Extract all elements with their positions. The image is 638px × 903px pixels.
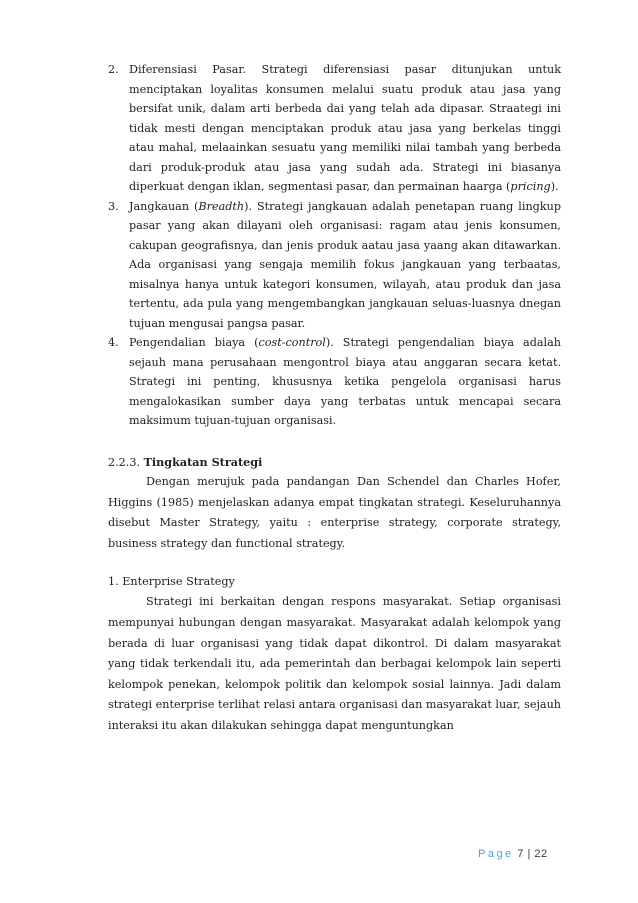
- list-item-text: Diferensiasi Pasar. Strategi diferensiasi pasar ditunjukan untuk menciptakan loyalitas konsumen melalui suatu produk atau jasa yang bersifat unik, dalam arti berbeda dai yang telah ada dipasar. Straategi ini tidak mesti dengan menciptakan produk atau jasa yang berkelas tinggi atau mahal, melaainkan sesuatu yang memiliki nilai tambah yang berbeda dari produk-produk atau jasa yang sudah ada. Strategi ini biasanya diperkuat dengan iklan, segmentasi pasar, dan permainan haarga (pricing).: [129, 63, 561, 193]
- list-item-diferensiasi: [108, 60, 561, 197]
- document-page: [108, 60, 561, 737]
- footer-total-pages: 22: [534, 848, 548, 860]
- list-item-pengendalian-biaya: [108, 333, 561, 431]
- section-number: 2.2.3.: [108, 455, 141, 469]
- page-footer: [478, 848, 548, 860]
- paragraph-enterprise-strategy: Strategi ini berkaitan dengan respons masyarakat. Setiap organisasi mempunyai hubungan dengan masyarakat. Masyarakat adalah kelompok yang berada di luar organisasi yang tidak dapat dikontrol. Di dalam masyarakat yang tidak terkendali itu, ada pemerintah dan berbagai kelompok lain seperti kelompok penekan, kelompok politik dan kelompok sosial lainnya. Jadi dalam strategi enterprise terlihat relasi antara organisasi dan masyarakat luar, sejauh interaksi itu akan dilakukan sehingga dapat menguntungkan: [108, 595, 561, 732]
- paragraph-tingkatan-strategi: Dengan merujuk pada pandangan Dan Schendel dan Charles Hofer, Higgins (1985) menjelaskan adanya empat tingkatan strategi. Keseluruhannya disebut Master Strategy, yaitu : enterprise strategy, corporate strategy, business strategy dan functional strategy.: [108, 475, 561, 550]
- section-heading: [108, 453, 561, 473]
- list-number: 4.: [108, 336, 119, 349]
- list-item-text: Pengendalian biaya (cost-control). Strategi pengendalian biaya adalah sejauh mana perusahaan mengontrol biaya atau anggaran secara ketat. Strategi ini penting, khususnya ketika pengelola organisasi harus mengalokasikan sumber daya yang terbatas untuk mencapai secara maksimum tujuan-tujuan organisasi.: [129, 336, 562, 427]
- list-item-text: Jangkauan (Breadth). Strategi jangkauan adalah penetapan ruang lingkup pasar yang akan dilayani oleh organisasi: ragam atau jenis konsumen, cakupan geografisnya, dan jenis produk aatau jasa yaang akan ditawarkan. Ada organisasi yang sengaja memilih fokus jangkauan yang terbaatas, misalnya hanya untuk kategori konsumen, wilayah, atau produk dan jasa tertentu, ada pula yang mengembangkan jangkauan seluas-luasnya dnegan tujuan mengusai pangsa pasar.: [129, 199, 561, 330]
- list-number: 2.: [108, 63, 119, 76]
- list-item-jangkauan: [108, 197, 561, 334]
- footer-separator: |: [527, 848, 531, 860]
- section-title: Tingkatan Strategi: [143, 454, 263, 469]
- footer-page-word: Page: [478, 848, 514, 860]
- list-number: 3.: [108, 199, 119, 213]
- subheading-enterprise-strategy: 1. Enterprise Strategy: [108, 575, 235, 589]
- footer-current-page: 7: [517, 848, 524, 860]
